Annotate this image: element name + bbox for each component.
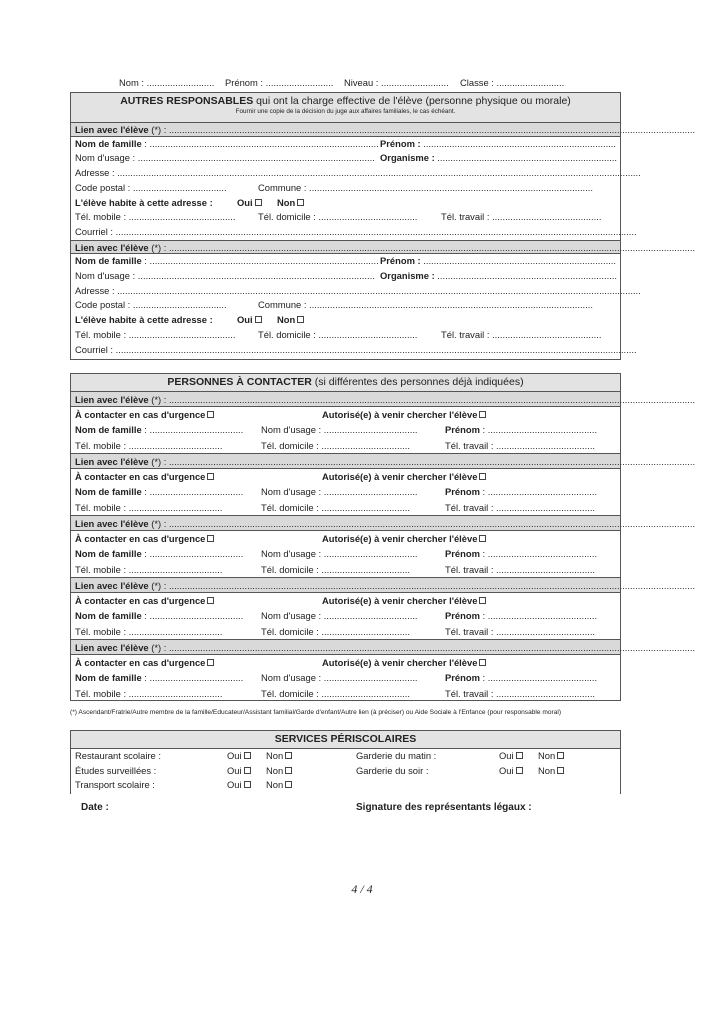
non-label: Non — [277, 196, 296, 208]
autres-header — [71, 93, 620, 123]
checkbox[interactable] — [285, 781, 292, 788]
nom-usage-field[interactable]: Nom d'usage : .................................... — [261, 548, 418, 559]
service-label: Études surveillées : — [75, 764, 157, 776]
form-row — [71, 225, 637, 240]
tel-travail-field[interactable]: Tél. travail : ...................................... — [445, 625, 596, 637]
autorise-checkbox[interactable] — [322, 531, 486, 547]
autorise-label: Autorisé(e) à venir chercher l'élève — [322, 408, 478, 420]
checkbox[interactable] — [255, 316, 262, 323]
lien-row — [71, 122, 696, 137]
oui-label: Oui — [237, 196, 253, 208]
form-row — [71, 181, 620, 196]
lien-dots: (*) : .......................................................................................................................................................................................................... — [148, 580, 696, 591]
lien-row — [71, 453, 696, 469]
organisme-field[interactable] — [380, 269, 617, 284]
urgence-label: À contacter en cas d'urgence — [75, 532, 206, 544]
form-row — [71, 469, 620, 485]
urgence-checkbox[interactable] — [75, 407, 214, 423]
checkbox[interactable] — [244, 752, 251, 759]
autres-responsables-section — [70, 92, 696, 360]
service-non[interactable]: Non — [538, 749, 564, 764]
habite-label: L'élève habite à cette adresse : — [75, 314, 213, 326]
nom-usage-field[interactable]: Nom d'usage : ........................................................................................... — [75, 152, 375, 164]
prenom-label: Prénom : — [380, 255, 421, 267]
niveau-field[interactable]: Niveau : .......................... — [344, 77, 449, 88]
habite-question — [75, 196, 213, 211]
contacts-header — [71, 374, 620, 392]
form-row — [71, 151, 620, 166]
form-row — [71, 254, 620, 269]
urgence-label: À contacter en cas d'urgence — [75, 408, 206, 420]
checkbox[interactable] — [207, 473, 214, 480]
urgence-checkbox[interactable] — [75, 531, 214, 547]
prenom-dots: : .......................................... — [479, 486, 598, 497]
checkbox[interactable] — [207, 411, 214, 418]
lien-dots: (*) : .......................................................................................................................................................................................................... — [148, 456, 696, 467]
urgence-label: À contacter en cas d'urgence — [75, 656, 206, 668]
nom-famille-dots: : ........................................................................................ — [141, 255, 379, 267]
nom-famille-field[interactable] — [75, 484, 243, 500]
prenom-label: Prénom : — [380, 137, 421, 149]
lien-field[interactable] — [75, 516, 695, 532]
nom-famille-dots: : .................................... — [141, 424, 244, 435]
courriel-field[interactable]: Courriel : ........................................................................................................................................................................................................ — [75, 343, 637, 355]
tel-domicile-field[interactable]: Tél. domicile : .................................. — [261, 439, 410, 451]
service-non[interactable]: Non — [266, 764, 292, 779]
nom-usage-field[interactable]: Nom d'usage : .................................... — [261, 610, 418, 621]
service-oui[interactable]: Oui — [227, 778, 251, 793]
adresse-field[interactable]: Adresse : ......................................................................................................................................................................................................... — [75, 284, 641, 296]
non-label: Non — [277, 314, 296, 326]
lien-row — [71, 639, 696, 655]
checkbox[interactable] — [285, 752, 292, 759]
form-row — [71, 686, 620, 702]
lien-dots: (*) : .......................................................................................................................................................................................................... — [148, 241, 696, 253]
services-section — [70, 730, 621, 794]
autorise-checkbox[interactable] — [322, 593, 486, 609]
lien-row — [71, 391, 696, 407]
habite-label: L'élève habite à cette adresse : — [75, 196, 213, 208]
prenom-field[interactable] — [445, 608, 597, 624]
service-row — [71, 749, 620, 764]
checkbox[interactable] — [207, 597, 214, 604]
nom-famille-field[interactable] — [75, 137, 379, 152]
prenom-dots: .......................................................................... — [420, 137, 616, 149]
lien-dots: (*) : .......................................................................................................................................................................................................... — [148, 124, 696, 135]
urgence-label: À contacter en cas d'urgence — [75, 470, 206, 482]
tel-mobile-field[interactable]: Tél. mobile : .................................... — [75, 563, 223, 575]
nom-famille-label: Nom de famille — [75, 424, 142, 435]
checkbox[interactable] — [479, 597, 486, 604]
personnes-contacter-section — [70, 373, 696, 701]
lien-label: Lien avec l'élève — [75, 642, 149, 653]
habite-non[interactable] — [277, 313, 304, 328]
autorise-label: Autorisé(e) à venir chercher l'élève — [322, 532, 478, 544]
checkbox[interactable] — [516, 767, 523, 774]
tel-travail-field[interactable]: Tél. travail : ...................................... — [445, 439, 596, 451]
service-label: Garderie du matin : — [356, 750, 437, 761]
lien-label: Lien avec l'élève — [75, 456, 149, 467]
prenom-dots: : .......................................... — [479, 610, 598, 621]
commune-field[interactable]: Commune : ............................................................................................................. — [258, 299, 593, 311]
prenom-field[interactable] — [380, 254, 616, 269]
checkbox[interactable] — [255, 199, 262, 206]
nom-famille-dots: : .................................... — [141, 610, 244, 621]
prenom-label: Prénom — [445, 672, 480, 683]
date-label: Date : — [81, 802, 109, 813]
lien-field[interactable] — [75, 578, 695, 594]
prenom-label: Prénom — [445, 610, 480, 621]
autorise-label: Autorisé(e) à venir chercher l'élève — [322, 470, 478, 482]
organisme-label: Organisme : — [380, 270, 435, 281]
checkbox[interactable] — [244, 781, 251, 788]
service-label: Garderie du soir : — [356, 764, 429, 776]
autres-title: AUTRES RESPONSABLES qui ont la charge effective de l'élève (personne physique ou morale) — [120, 95, 571, 107]
form-row — [71, 407, 620, 423]
services-title: SERVICES PÉRISCOLAIRES — [274, 733, 417, 745]
habite-non[interactable] — [277, 196, 304, 211]
tel-travail-field[interactable]: Tél. travail : ...................................... — [445, 563, 596, 575]
checkbox[interactable] — [207, 535, 214, 542]
checkbox[interactable] — [479, 411, 486, 418]
form-row — [71, 313, 620, 328]
tel-mobile-field[interactable]: Tél. mobile : .................................... — [75, 439, 223, 451]
nom-field[interactable]: Nom : .......................... — [119, 77, 215, 88]
form-row — [71, 608, 620, 624]
checkbox[interactable] — [479, 473, 486, 480]
contacts-title: PERSONNES À CONTACTER (si différentes des personnes déjà indiquées) — [167, 376, 524, 388]
prenom-dots: : .......................................... — [479, 672, 598, 683]
classe-field[interactable]: Classe : .......................... — [460, 77, 565, 88]
form-row — [71, 166, 641, 181]
nom-famille-label: Nom de famille — [75, 610, 142, 621]
urgence-checkbox[interactable] — [75, 655, 214, 671]
habite-question — [75, 313, 213, 328]
lien-dots: (*) : .......................................................................................................................................................................................................... — [148, 394, 696, 405]
service-oui[interactable]: Oui — [499, 749, 523, 764]
form-row — [71, 438, 620, 454]
checkbox[interactable] — [207, 659, 214, 666]
form-row — [71, 624, 620, 640]
nom-famille-field[interactable] — [75, 608, 243, 624]
service-row — [71, 764, 620, 779]
page-number: 4 / 4 — [351, 882, 373, 896]
code-postal-field[interactable]: Code postal : .................................... — [75, 181, 227, 193]
lien-field[interactable] — [75, 123, 695, 138]
form-row — [71, 269, 620, 284]
urgence-checkbox[interactable] — [75, 469, 214, 485]
prenom-label: Prénom — [445, 424, 480, 435]
tel-domicile-field[interactable]: Tél. domicile : .................................. — [261, 625, 410, 637]
lien-dots: (*) : .......................................................................................................................................................................................................... — [148, 518, 696, 529]
checkbox[interactable] — [557, 767, 564, 774]
lien-label: Lien avec l'élève — [75, 241, 149, 253]
nom-famille-label: Nom de famille — [75, 672, 142, 683]
checkbox[interactable] — [297, 316, 304, 323]
form-row — [71, 500, 620, 516]
autorise-label: Autorisé(e) à venir chercher l'élève — [322, 594, 478, 606]
tel-travail-field[interactable]: Tél. travail : .......................................... — [441, 328, 602, 340]
nom-famille-label: Nom de famille — [75, 486, 142, 497]
urgence-checkbox[interactable] — [75, 593, 214, 609]
service-oui[interactable]: Oui — [499, 764, 523, 779]
organisme-dots: ..................................................................... — [434, 152, 618, 164]
checkbox[interactable] — [285, 767, 292, 774]
form-row — [71, 531, 620, 547]
form-row — [71, 670, 620, 686]
lien-field[interactable] — [75, 241, 695, 256]
prenom-field[interactable] — [445, 422, 597, 438]
tel-domicile-field[interactable]: Tél. domicile : .................................. — [261, 563, 410, 575]
checkbox[interactable] — [516, 752, 523, 759]
prenom-field[interactable] — [445, 484, 597, 500]
nom-famille-label: Nom de famille — [75, 548, 142, 559]
courriel-field[interactable]: Courriel : ........................................................................................................................................................................................................ — [75, 225, 637, 237]
tel-mobile-field[interactable]: Tél. mobile : .................................... — [75, 687, 223, 699]
autorise-checkbox[interactable] — [322, 655, 486, 671]
tel-domicile-field[interactable]: Tél. domicile : .................................. — [261, 687, 410, 699]
service-oui[interactable]: Oui — [227, 749, 251, 764]
nom-usage-field[interactable]: Nom d'usage : ........................................................................................... — [75, 270, 375, 281]
tel-domicile-field[interactable]: Tél. domicile : ...................................... — [258, 211, 418, 223]
checkbox[interactable] — [297, 199, 304, 206]
nom-usage-field[interactable]: Nom d'usage : .................................... — [261, 672, 418, 683]
autorise-checkbox[interactable] — [322, 469, 486, 485]
tel-travail-field[interactable]: Tél. travail : ...................................... — [445, 501, 596, 513]
lien-dots: (*) : .......................................................................................................................................................................................................... — [148, 642, 696, 653]
urgence-label: À contacter en cas d'urgence — [75, 594, 206, 606]
checkbox[interactable] — [557, 752, 564, 759]
form-row — [71, 484, 620, 500]
services-header — [71, 731, 620, 749]
lien-row — [71, 515, 696, 531]
lien-label: Lien avec l'élève — [75, 124, 149, 135]
form-row — [71, 196, 620, 211]
lien-label: Lien avec l'élève — [75, 394, 149, 405]
form-row — [71, 655, 620, 671]
service-label: Transport scolaire : — [75, 779, 155, 791]
commune-field[interactable]: Commune : ............................................................................................................. — [258, 181, 593, 193]
form-row — [71, 328, 620, 343]
code-postal-field[interactable]: Code postal : .................................... — [75, 299, 227, 311]
signature-label: Signature des représentants légaux : — [356, 802, 532, 813]
nom-usage-field[interactable]: Nom d'usage : .................................... — [261, 486, 418, 497]
nom-famille-dots: : ........................................................................................ — [141, 137, 379, 149]
prenom-dots: : .......................................... — [479, 548, 598, 559]
prenom-field[interactable] — [445, 670, 597, 686]
lien-row — [71, 577, 696, 593]
organisme-label: Organisme : — [380, 152, 435, 164]
form-row — [71, 343, 637, 358]
prenom-field[interactable] — [445, 546, 597, 562]
form-row — [71, 593, 620, 609]
lien-label: Lien avec l'élève — [75, 580, 149, 591]
lien-row — [71, 240, 696, 255]
nom-famille-field[interactable] — [75, 422, 243, 438]
tel-mobile-field[interactable]: Tél. mobile : ......................................... — [75, 328, 236, 340]
tel-domicile-field[interactable]: Tél. domicile : .................................. — [261, 501, 410, 513]
autorise-checkbox[interactable] — [322, 407, 486, 423]
habite-oui[interactable] — [237, 313, 262, 328]
form-row — [71, 422, 620, 438]
prenom-label: Prénom — [445, 486, 480, 497]
nom-famille-dots: : .................................... — [141, 672, 244, 683]
tel-domicile-field[interactable]: Tél. domicile : ...................................... — [258, 328, 418, 340]
form-row — [71, 210, 620, 225]
lien-label: Lien avec l'élève — [75, 518, 149, 529]
form-row — [71, 562, 620, 578]
prenom-field[interactable]: Prénom : .......................... — [225, 77, 334, 88]
tel-mobile-field[interactable]: Tél. mobile : .................................... — [75, 501, 223, 513]
checkbox[interactable] — [479, 659, 486, 666]
tel-mobile-field[interactable]: Tél. mobile : .................................... — [75, 625, 223, 637]
tel-mobile-field[interactable]: Tél. mobile : ......................................... — [75, 211, 236, 223]
prenom-dots: .......................................................................... — [420, 255, 616, 267]
service-non[interactable]: Non — [266, 749, 292, 764]
tel-travail-field[interactable]: Tél. travail : .......................................... — [441, 211, 602, 223]
lien-field[interactable] — [75, 454, 695, 470]
form-row — [71, 546, 620, 562]
form-row — [71, 298, 620, 313]
service-non[interactable]: Non — [538, 764, 564, 779]
nom-famille-field[interactable] — [75, 254, 379, 269]
service-non[interactable]: Non — [266, 778, 292, 793]
organisme-field[interactable] — [380, 151, 617, 166]
nom-famille-dots: : .................................... — [141, 486, 244, 497]
nom-famille-label: Nom de famille — [75, 137, 142, 149]
autres-subtitle: Fournir une copie de la décision du juge aux affaires familiales, le cas échéant. — [235, 108, 456, 115]
prenom-dots: : .......................................... — [479, 424, 598, 435]
service-oui[interactable]: Oui — [227, 764, 251, 779]
adresse-field[interactable]: Adresse : ......................................................................................................................................................................................................... — [75, 167, 641, 179]
lien-field[interactable] — [75, 640, 695, 656]
service-label: Restaurant scolaire : — [75, 750, 161, 761]
service-row — [71, 778, 620, 793]
autorise-label: Autorisé(e) à venir chercher l'élève — [322, 656, 478, 668]
checkbox[interactable] — [244, 767, 251, 774]
lien-field[interactable] — [75, 392, 695, 408]
habite-oui[interactable] — [237, 196, 262, 211]
nom-famille-field[interactable] — [75, 670, 243, 686]
prenom-field[interactable] — [380, 137, 616, 152]
organisme-dots: ..................................................................... — [434, 270, 618, 281]
student-line — [0, 77, 724, 89]
nom-famille-field[interactable] — [75, 546, 243, 562]
checkbox[interactable] — [479, 535, 486, 542]
form-row — [71, 284, 641, 299]
nom-famille-label: Nom de famille — [75, 255, 142, 267]
prenom-label: Prénom — [445, 548, 480, 559]
form-row — [71, 137, 620, 152]
nom-usage-field[interactable]: Nom d'usage : .................................... — [261, 424, 418, 435]
oui-label: Oui — [237, 314, 253, 326]
nom-famille-dots: : .................................... — [141, 548, 244, 559]
footnote: (*) Ascendant/Fratrie/Autre membre de la famille/Educateur/Assistant familial/Garde d'enfant/Autre lien (à préciser) ou Aide Sociale à l'Enfance (pour responsable moral) — [70, 709, 562, 716]
tel-travail-field[interactable]: Tél. travail : ...................................... — [445, 687, 596, 699]
